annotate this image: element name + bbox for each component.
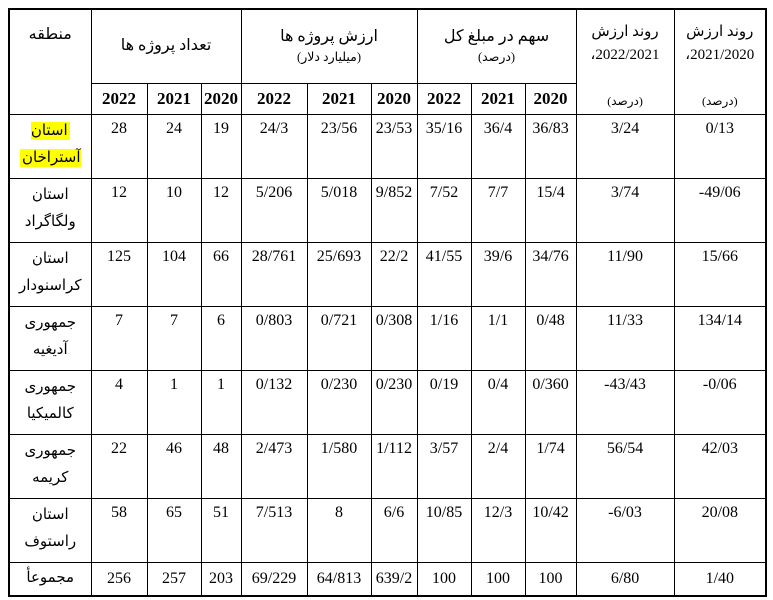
cell-count-2022: 125: [91, 243, 147, 307]
cell-value-2020: 1/112: [371, 435, 417, 499]
cell-count-2021: 24: [147, 115, 201, 179]
cell-value-2022: 2/473: [241, 435, 307, 499]
cell-count-2022: 22: [91, 435, 147, 499]
cell-share-2022: 10/85: [417, 499, 471, 563]
cell-count-2020: 19: [201, 115, 241, 179]
table-row-krasnodar: [9, 243, 766, 307]
cell-value-2020: 9/852: [371, 179, 417, 243]
region-name: [9, 115, 91, 179]
column-header-value-trend-2022-2021: [576, 9, 674, 115]
cell-count-2020: 1: [201, 371, 241, 435]
cell-share-2022: 3/57: [417, 435, 471, 499]
cell-share-2020: 34/76: [525, 243, 576, 307]
cell-count-2021: 257: [147, 563, 201, 596]
cell-share-2020: 0/48: [525, 307, 576, 371]
year-header-counts-2021: 2021: [147, 83, 201, 114]
highlighted-region-text: استان آستراخان: [21, 123, 81, 166]
cell-share-2020: 0/360: [525, 371, 576, 435]
trend-unit: (درصد): [701, 94, 738, 108]
cell-share-2020: 15/4: [525, 179, 576, 243]
cell-value-2021: 5/018: [307, 179, 371, 243]
cell-trend-2021-2020: 20/08: [674, 499, 766, 563]
cell-count-2021: 7: [147, 307, 201, 371]
cell-count-2021: 46: [147, 435, 201, 499]
region-name: استان کراسنودار: [9, 243, 91, 307]
cell-share-2020: 1/74: [525, 435, 576, 499]
year-header-counts-2022: 2022: [91, 83, 147, 114]
cell-share-2021: 36/4: [471, 115, 525, 179]
cell-count-2021: 65: [147, 499, 201, 563]
cell-trend-2021-2020: 42/03: [674, 435, 766, 499]
cell-trend-2022-2021: 6/80: [576, 563, 674, 596]
region-name: استان راستوف: [9, 499, 91, 563]
cell-value-2020: 23/53: [371, 115, 417, 179]
group-subtitle-values-unit: (میلیارد دلار): [297, 50, 362, 65]
column-header-value-trend-2021-2020: [674, 9, 766, 115]
cell-value-2021: 23/56: [307, 115, 371, 179]
cell-count-2020: 66: [201, 243, 241, 307]
table-row-astrakhan: [9, 115, 766, 179]
cell-share-2021: 100: [471, 563, 525, 596]
cell-share-2022: 0/19: [417, 371, 471, 435]
cell-trend-2022-2021: 11/90: [576, 243, 674, 307]
year-header-share-2021: 2021: [471, 83, 525, 114]
cell-value-2020: 22/2: [371, 243, 417, 307]
cell-share-2021: 12/3: [471, 499, 525, 563]
region-name: جمهوری آدیغیه: [9, 307, 91, 371]
column-group-share-total: [417, 9, 576, 83]
trend-years: 2022/2021،: [590, 47, 660, 63]
group-subtitle-share-unit: (درصد): [477, 50, 516, 65]
cell-trend-2022-2021: -43/43: [576, 371, 674, 435]
cell-trend-2021-2020: 134/14: [674, 307, 766, 371]
cell-trend-2021-2020: 0/13: [674, 115, 766, 179]
cell-trend-2021-2020: -49/06: [674, 179, 766, 243]
table-row-kalmykia: [9, 371, 766, 435]
cell-count-2022: 58: [91, 499, 147, 563]
cell-share-2021: 7/7: [471, 179, 525, 243]
year-header-counts-2020: 2020: [201, 83, 241, 114]
cell-value-2020: 0/230: [371, 371, 417, 435]
cell-count-2021: 1: [147, 371, 201, 435]
cell-count-2022: 12: [91, 179, 147, 243]
cell-trend-2022-2021: 3/74: [576, 179, 674, 243]
cell-value-2022: 7/513: [241, 499, 307, 563]
cell-share-2021: 39/6: [471, 243, 525, 307]
year-header-values-2022: 2022: [241, 83, 307, 114]
cell-share-2022: 100: [417, 563, 471, 596]
cell-count-2022: 256: [91, 563, 147, 596]
column-group-project-values: [241, 9, 417, 83]
cell-trend-2021-2020: 15/66: [674, 243, 766, 307]
trend-unit: (درصد): [607, 94, 643, 108]
region-name: جمهوری کالمیکیا: [9, 371, 91, 435]
cell-value-2022: 69/229: [241, 563, 307, 596]
trend-title: روند ارزش: [686, 24, 754, 40]
table-row-crimea: [9, 435, 766, 499]
cell-value-2022: 0/803: [241, 307, 307, 371]
cell-count-2020: 6: [201, 307, 241, 371]
cell-count-2020: 51: [201, 499, 241, 563]
cell-count-2021: 10: [147, 179, 201, 243]
column-header-region: منطقه: [9, 9, 91, 115]
region-name: جمهوری کریمه: [9, 435, 91, 499]
cell-value-2020: 6/6: [371, 499, 417, 563]
table-row-volgograd: [9, 179, 766, 243]
group-title-values: ارزش پروژه ها: [280, 28, 378, 46]
cell-value-2020: 0/308: [371, 307, 417, 371]
trend-title: روند ارزش: [591, 24, 659, 40]
cell-value-2022: 28/761: [241, 243, 307, 307]
header-group-row: [9, 9, 766, 83]
cell-share-2020: 100: [525, 563, 576, 596]
table-row-rostov: [9, 499, 766, 563]
cell-value-2020: 639/2: [371, 563, 417, 596]
year-header-values-2020: 2020: [371, 83, 417, 114]
year-header-share-2022: 2022: [417, 83, 471, 114]
cell-trend-2021-2020: 1/40: [674, 563, 766, 596]
cell-count-2022: 4: [91, 371, 147, 435]
region-name: استان ولگاگراد: [9, 179, 91, 243]
cell-share-2021: 1/1: [471, 307, 525, 371]
table-row-total: [9, 563, 766, 596]
cell-trend-2022-2021: 11/33: [576, 307, 674, 371]
trend-years: 2021/2020،: [685, 47, 755, 63]
cell-share-2022: 1/16: [417, 307, 471, 371]
column-group-project-counts: [91, 9, 241, 83]
cell-count-2021: 104: [147, 243, 201, 307]
table-row-adygea: [9, 307, 766, 371]
cell-count-2022: 7: [91, 307, 147, 371]
total-label: مجموعأ: [9, 563, 91, 596]
cell-share-2022: 35/16: [417, 115, 471, 179]
group-title-share: سهم در مبلغ کل: [443, 28, 550, 46]
cell-count-2020: 48: [201, 435, 241, 499]
cell-value-2021: 8: [307, 499, 371, 563]
group-title-counts: تعداد پروژه ها: [120, 37, 212, 55]
year-header-share-2020: 2020: [525, 83, 576, 114]
cell-count-2020: 203: [201, 563, 241, 596]
cell-value-2021: 25/693: [307, 243, 371, 307]
cell-value-2022: 0/132: [241, 371, 307, 435]
cell-value-2022: 5/206: [241, 179, 307, 243]
regions-investment-table: [8, 8, 767, 597]
cell-share-2022: 41/55: [417, 243, 471, 307]
cell-share-2022: 7/52: [417, 179, 471, 243]
cell-share-2020: 36/83: [525, 115, 576, 179]
cell-trend-2022-2021: -6/03: [576, 499, 674, 563]
cell-share-2021: 2/4: [471, 435, 525, 499]
cell-value-2021: 1/580: [307, 435, 371, 499]
year-header-values-2021: 2021: [307, 83, 371, 114]
cell-value-2022: 24/3: [241, 115, 307, 179]
cell-share-2021: 0/4: [471, 371, 525, 435]
cell-count-2020: 12: [201, 179, 241, 243]
cell-trend-2022-2021: 56/54: [576, 435, 674, 499]
cell-trend-2022-2021: 3/24: [576, 115, 674, 179]
cell-value-2021: 64/813: [307, 563, 371, 596]
cell-share-2020: 10/42: [525, 499, 576, 563]
cell-count-2022: 28: [91, 115, 147, 179]
cell-value-2021: 0/230: [307, 371, 371, 435]
cell-value-2021: 0/721: [307, 307, 371, 371]
cell-trend-2021-2020: -0/06: [674, 371, 766, 435]
